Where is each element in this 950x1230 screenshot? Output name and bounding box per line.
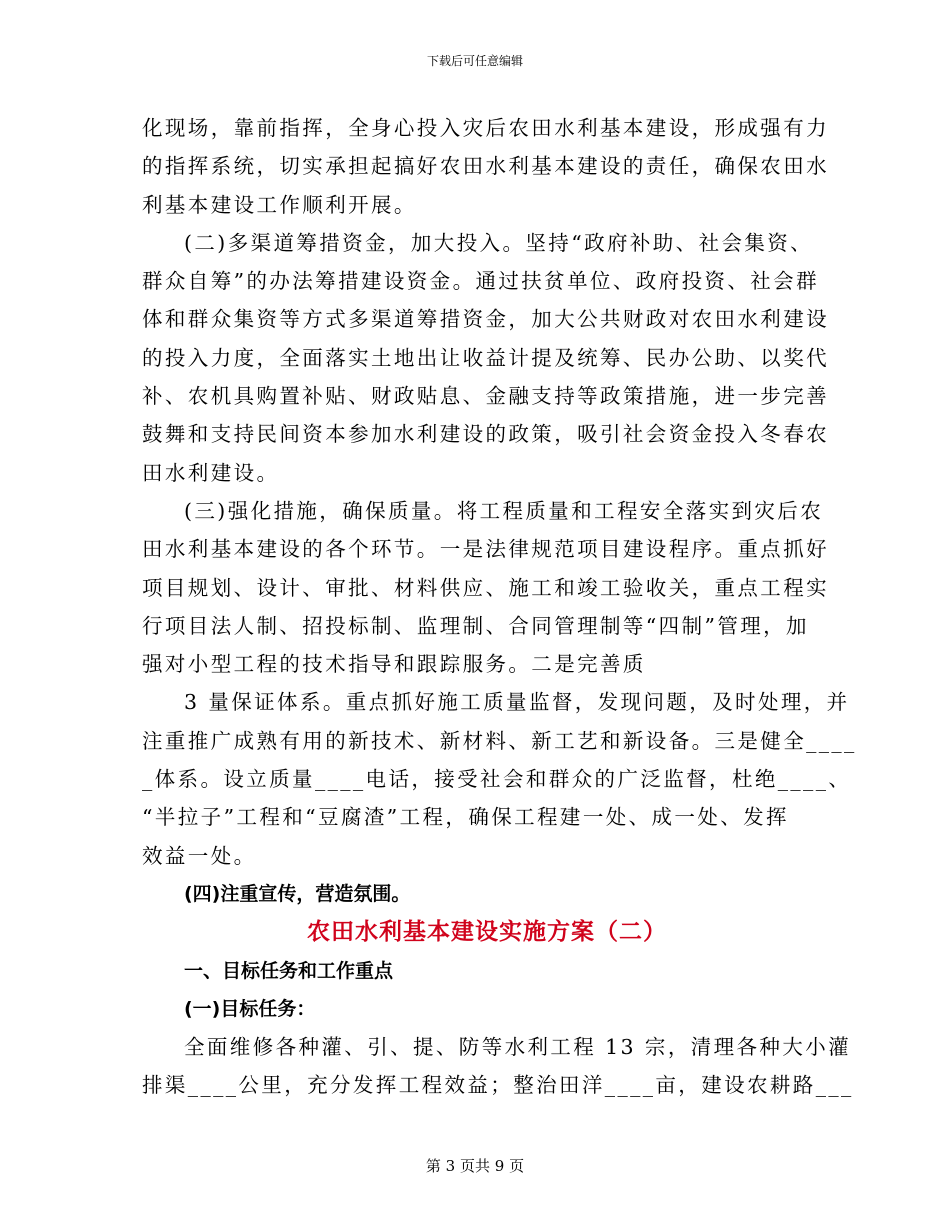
paragraph-line: _体系。设立质量____电话，接受社会和群众的广泛监督，杜绝____、	[142, 767, 852, 792]
document-title: 农田水利基本建设实施方案（二）	[307, 919, 667, 946]
subsection-heading: (一)目标任务：	[184, 997, 316, 1020]
paragraph-line: 田水利基本建设的各个环节。一是法律规范项目建设程序。重点抓好	[142, 537, 829, 562]
paragraph-line: 化现场，靠前指挥，全身心投入灾后农田水利基本建设，形成强有力	[142, 116, 829, 140]
paragraph-line: (二)多渠道筹措资金，加大投入。坚持“政府补助、社会集资、	[184, 230, 814, 255]
section-heading: (四)注重宣传，营造氛围。	[184, 882, 411, 905]
paragraph-line: 利基本建设工作顺利开展。	[142, 192, 417, 217]
paragraph-line: 行项目法人制、招投标制、监理制、合同管理制等“四制”管理，加	[142, 613, 809, 638]
paragraph-line: 项目规划、设计、审批、材料供应、施工和竣工验收关，重点工程实	[142, 575, 829, 600]
paragraph-line: 体和群众集资等方式多渠道筹措资金，加大公共财政对农田水利建设	[142, 307, 829, 332]
paragraph-line: “半拉子”工程和“豆腐渣”工程，确保工程建一处、成一处、发挥	[142, 805, 789, 830]
paragraph-line: 的指挥系统，切实承担起搞好农田水利基本建设的责任，确保农田水	[142, 154, 829, 179]
paragraph-line: 效益一处。	[142, 843, 257, 868]
paragraph-line: 鼓舞和支持民间资本参加水利建设的政策，吸引社会资金投入冬春农	[142, 422, 829, 447]
section-heading: 一、目标任务和工作重点	[184, 959, 394, 982]
paragraph-line: 全面维修各种灌、引、提、防等水利工程 13 宗，清理各种大小灌	[184, 1035, 852, 1060]
paragraph-line: (三)强化措施，确保质量。将工程质量和工程安全落实到灾后农	[184, 498, 824, 523]
paragraph-line: 3 量保证体系。重点抓好施工质量监督，发现问题，及时处理，并	[184, 690, 850, 715]
paragraph-line: 的投入力度，全面落实土地出让收益计提及统筹、民办公助、以奖代	[142, 345, 829, 370]
page-footer: 第 3 页共 9 页	[425, 1157, 525, 1175]
paragraph-line: 注重推广成熟有用的新技术、新材料、新工艺和新设备。三是健全____	[142, 728, 857, 753]
paragraph-line: 排渠____公里，充分发挥工程效益；整治田洋____亩，建设农耕路___	[142, 1073, 854, 1098]
document-body	[142, 109, 857, 1105]
page-header: 下载后可任意编辑	[426, 54, 523, 68]
paragraph-line: 田水利建设。	[142, 460, 280, 485]
paragraph-line: 补、农机具购置补贴、财政贴息、金融支持等政策措施，进一步完善	[142, 384, 829, 409]
paragraph-line: 强对小型工程的技术指导和跟踪服务。二是完善质	[142, 652, 646, 677]
paragraph-line: 群众自筹”的办法筹措建设资金。通过扶贫单位、政府投资、社会群	[142, 269, 819, 294]
